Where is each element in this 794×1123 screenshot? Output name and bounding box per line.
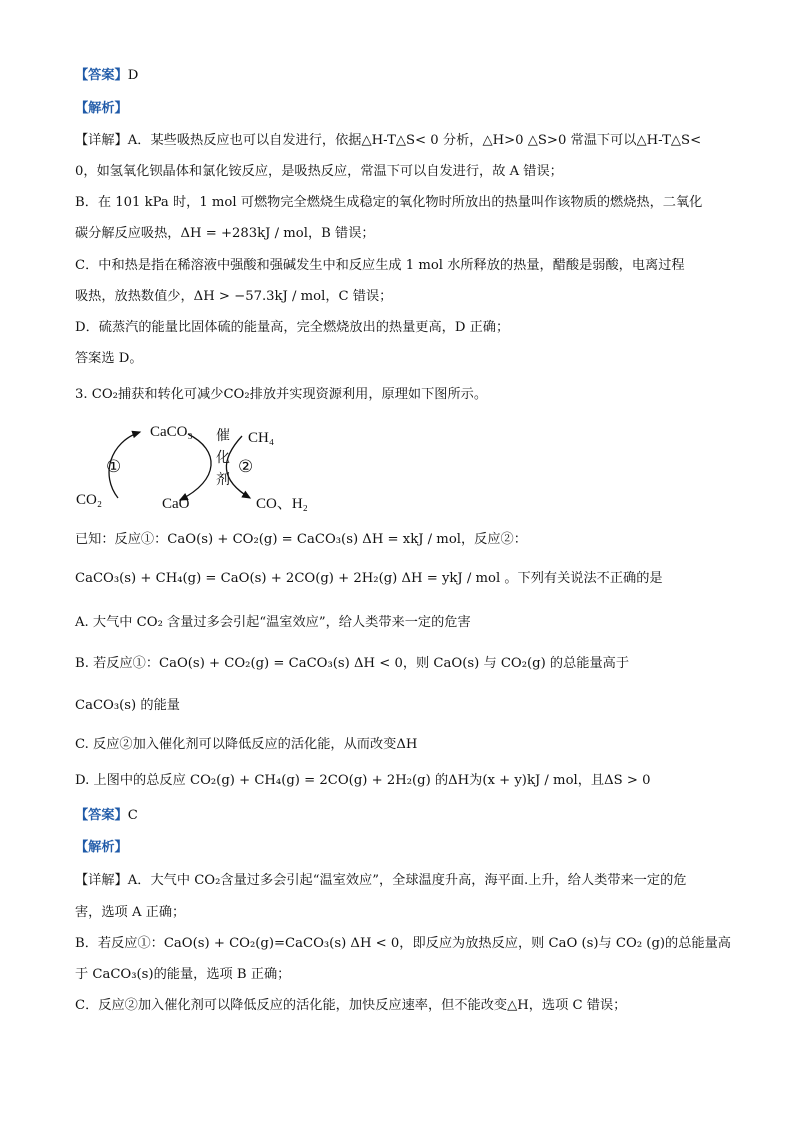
step-2-marker: ② xyxy=(238,457,254,476)
analysis-line: 于 CaCO₃(s)的能量，选项 B 正确； xyxy=(75,967,291,982)
reaction-cycle-diagram xyxy=(70,420,330,516)
answer-value: D xyxy=(127,68,139,83)
answer-line xyxy=(75,806,138,826)
answer-value: C xyxy=(127,808,138,823)
analysis-line: 吸热，放热数值少，ΔH > −57.3kJ / mol，C 错误； xyxy=(75,289,393,304)
known-line-1: 已知：反应①：CaO(s) + CO₂(g) = CaCO₃(s) ΔH = xkJ / mol，反应②： xyxy=(75,532,527,547)
answer-label: 【答案】 xyxy=(75,808,128,823)
analysis-line: 0，如氢氧化钡晶体和氯化铵反应，是吸热反应，常温下可以自发进行，故 A 错误； xyxy=(75,164,563,179)
option-a: A. 大气中 CO₂ 含量过多会引起“温室效应”，给人类带来一定的危害 xyxy=(75,615,471,630)
analysis-line: 【详解】A．某些吸热反应也可以自发进行，依据△H-T△S< 0 分析，△H>0 △S>0 常温下可以△H-T△S< xyxy=(75,133,702,148)
label-cao: CaO xyxy=(162,496,190,512)
analysis-line: 答案选 D。 xyxy=(75,351,143,366)
label-ch4: CH₄ xyxy=(248,430,275,446)
analysis-line: C．中和热是指在稀溶液中强酸和强碱发生中和反应生成 1 mol 水所释放的热量，醋酸是弱酸，电离过程 xyxy=(75,258,685,273)
analysis-line: 【详解】A．大气中 CO₂含量过多会引起“温室效应”，全球温度升高，海平面.上升，给人类带来一定的危 xyxy=(75,873,687,888)
analysis-line: 害，选项 A 正确； xyxy=(75,905,186,920)
catalyst-char-1: 催 xyxy=(216,429,230,444)
analysis-line: 碳分解反应吸热，ΔH = +283kJ / mol，B 错误； xyxy=(75,226,375,241)
option-d: D. 上图中的总反应 CO₂(g) + CH₄(g) = 2CO(g) + 2H₂(g) 的ΔH为(x + y)kJ / mol，且ΔS > 0 xyxy=(75,773,651,788)
label-caco3: CaCO₃ xyxy=(150,424,193,440)
label-co2: CO₂ xyxy=(76,492,103,508)
analysis-line: B．若反应①：CaO(s) + CO₂(g)=CaCO₃(s) ΔH < 0，即反应为放热反应，则 CaO (s)与 CO₂ (g)的总能量高 xyxy=(75,936,731,951)
analysis-line: B．在 101 kPa 时，1 mol 可燃物完全燃烧生成稳定的氧化物时所放出的热量叫作该物质的燃烧热，二氧化 xyxy=(75,195,703,210)
arc-caco3-to-cao xyxy=(180,434,211,500)
option-b-cont: CaCO₃(s) 的能量 xyxy=(75,698,180,713)
catalyst-char-3: 剂 xyxy=(216,473,230,488)
question-stem: 3. CO₂捕获和转化可减少CO₂排放并实现资源利用，原理如下图所示。 xyxy=(75,387,488,402)
option-c: C. 反应②加入催化剂可以降低反应的活化能，从而改变ΔH xyxy=(75,737,418,752)
catalyst-char-2: 化 xyxy=(216,451,230,466)
label-products: CO、H₂ xyxy=(256,496,308,512)
step-1-marker: ① xyxy=(106,457,122,476)
analysis-line: D．硫蒸汽的能量比固体硫的能量高，完全燃烧放出的热量更高，D 正确； xyxy=(75,320,510,335)
analysis-label: 【解析】 xyxy=(75,101,128,116)
answer-label: 【答案】 xyxy=(75,68,128,83)
known-line-2: CaCO₃(s) + CH₄(g) = CaO(s) + 2CO(g) + 2H₂(g) ΔH = ykJ / mol 。下列有关说法不正确的是 xyxy=(75,571,663,586)
analysis-label: 【解析】 xyxy=(75,840,128,855)
answer-line xyxy=(75,66,138,86)
analysis-line: C．反应②加入催化剂可以降低反应的活化能，加快反应速率，但不能改变△H，选项 C 错误； xyxy=(75,998,627,1013)
option-b: B. 若反应①：CaO(s) + CO₂(g) = CaCO₃(s) ΔH < 0，则 CaO(s) 与 CO₂(g) 的总能量高于 xyxy=(75,656,630,671)
